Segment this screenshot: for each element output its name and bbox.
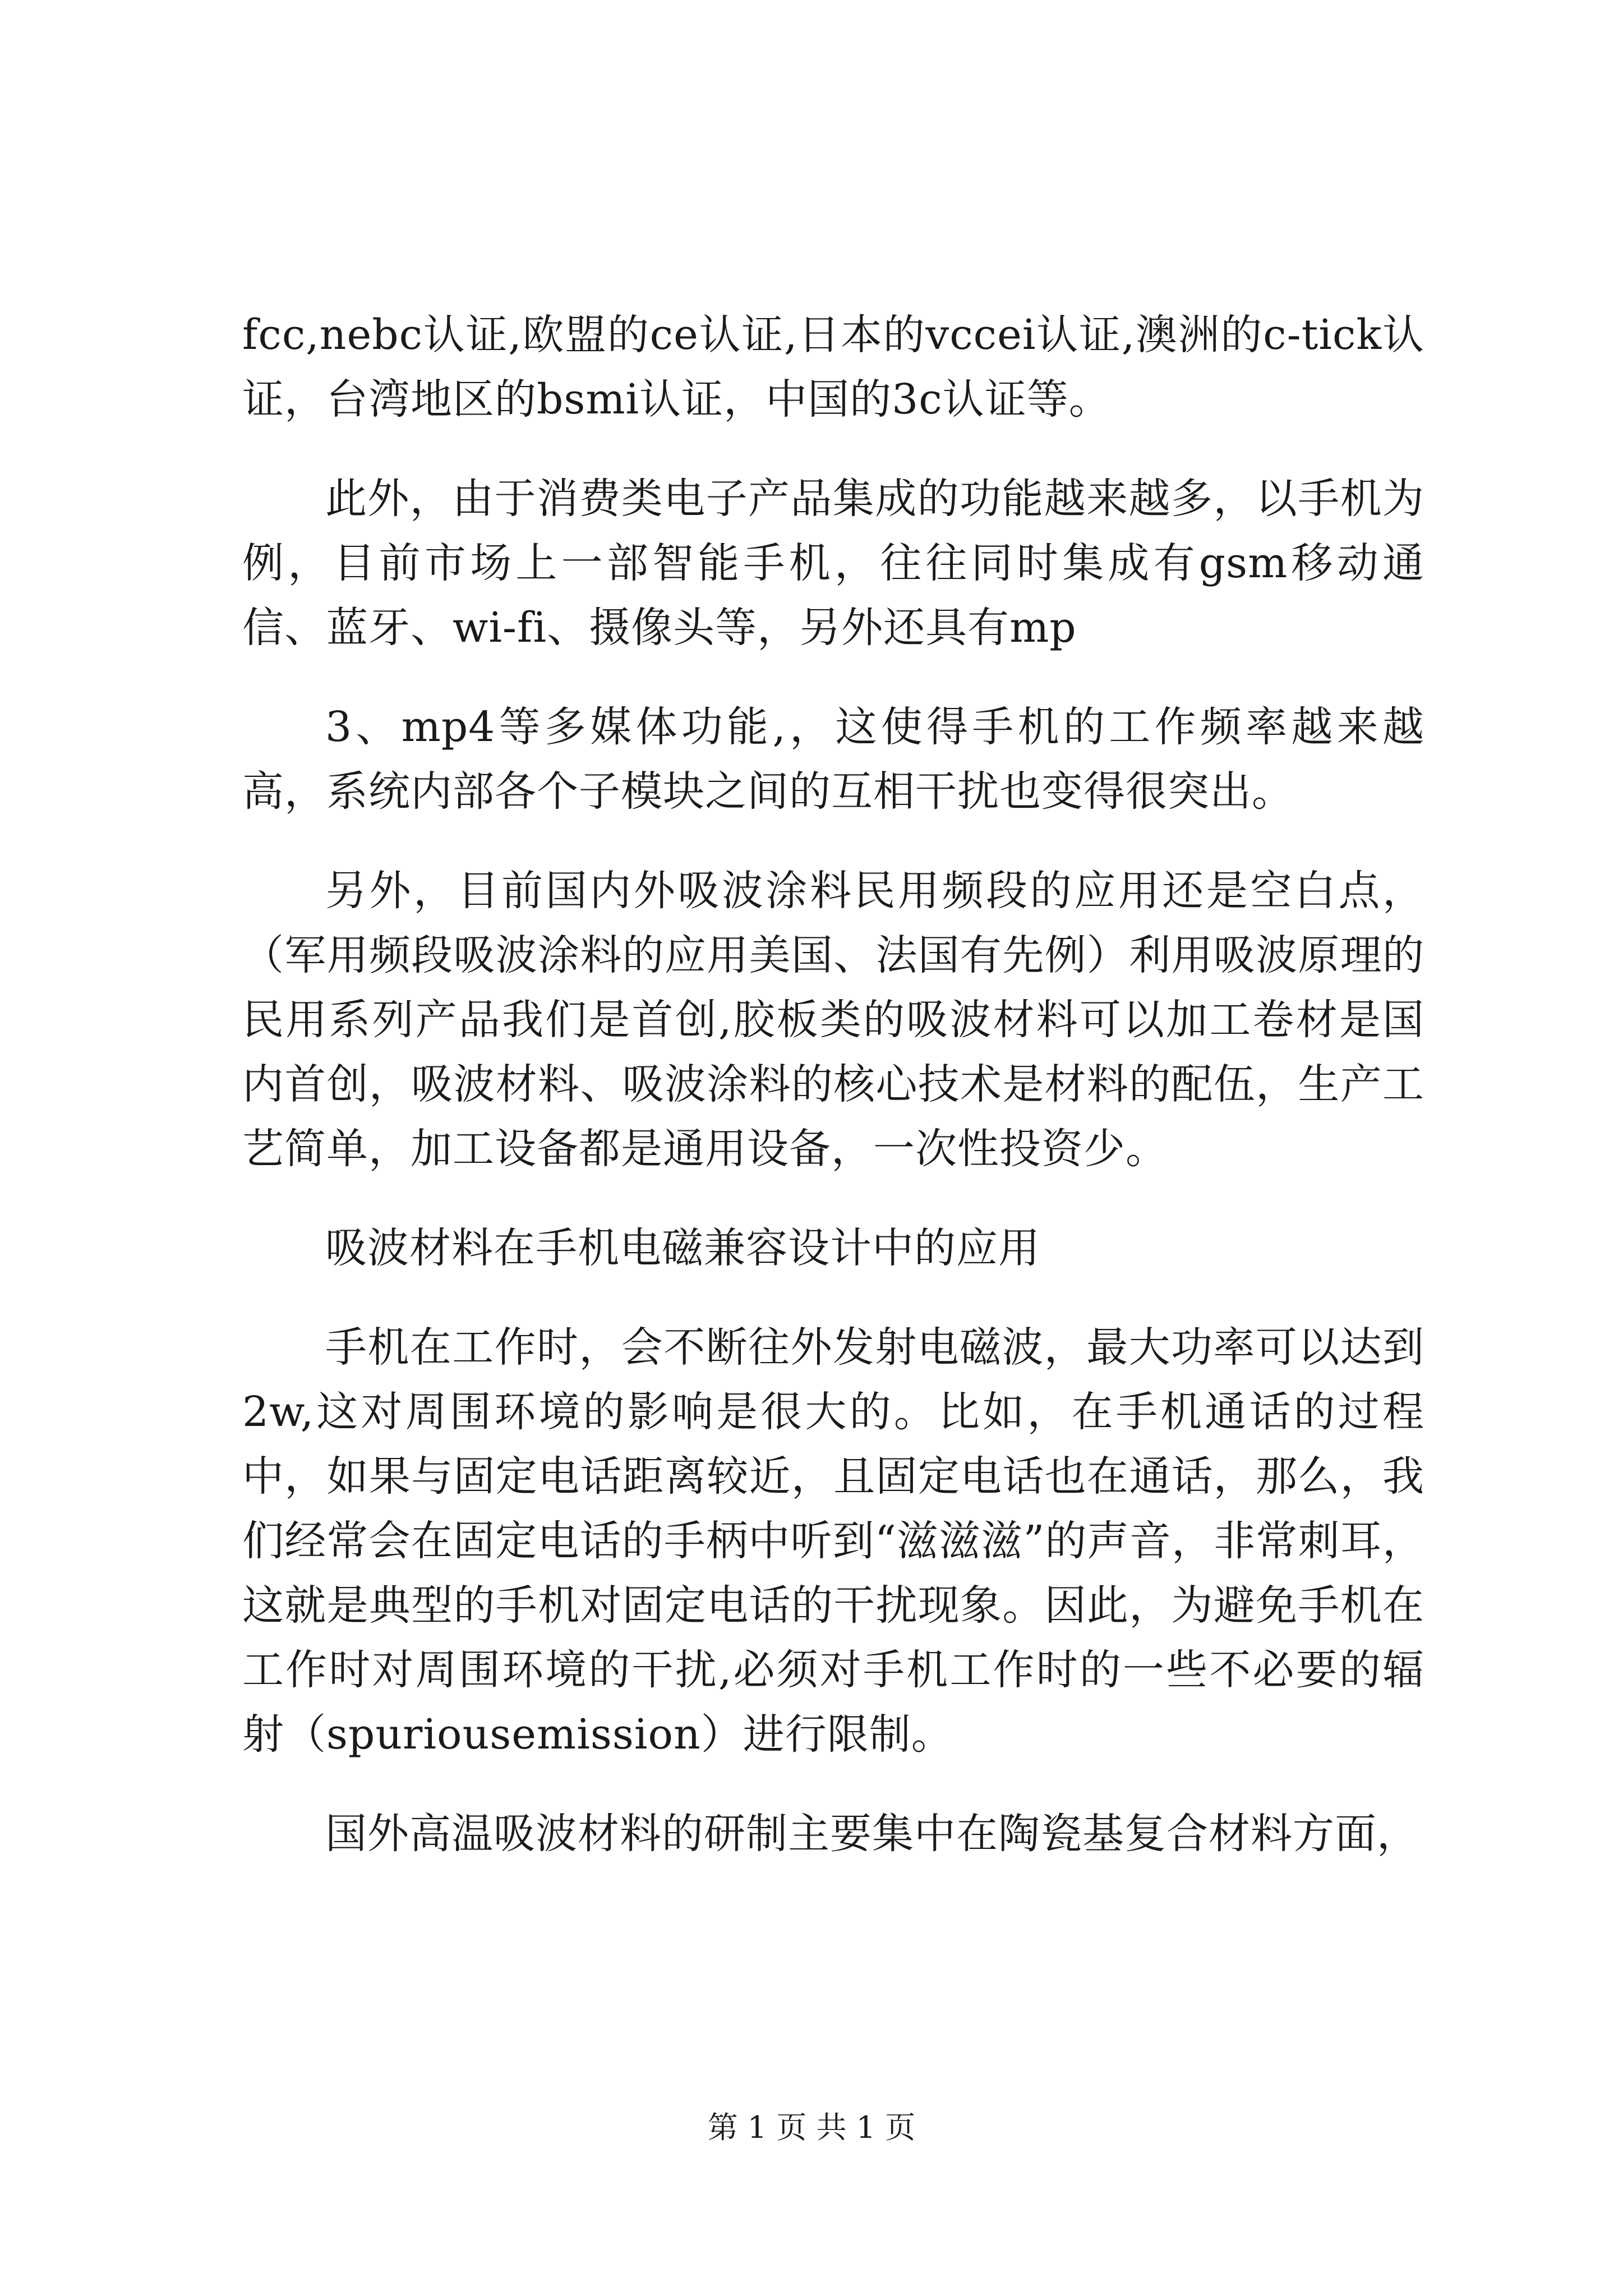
- paragraph-4: 另外，目前国内外吸波涂料民用频段的应用还是空白点，（军用频段吸波涂料的应用美国、法国有先例）利用吸波原理的民用系列产品我们是首创,胶板类的吸波材料可以加工卷材是国内首创，吸波材料、吸波涂料的核心技术是材料的配伍，生产工艺简单，加工设备都是通用设备，一次性投资少。: [242, 867, 1424, 1173]
- paragraph-7: 国外高温吸波材料的研制主要集中在陶瓷基复合材料方面，: [325, 1810, 1419, 1858]
- document-body: [242, 303, 1424, 1866]
- paragraph-1: fcc,nebc认证,欧盟的ce认证,日本的vccei认证,澳洲的c-tick认证，台湾地区的bsmi认证，中国的3c认证等。: [242, 311, 1424, 424]
- page-footer: 第 1 页 共 1 页: [707, 2110, 916, 2145]
- paragraph-3: 3、mp4等多媒体功能,，这使得手机的工作频率越来越高，系统内部各个子模块之间的互相干扰也变得很突出。: [242, 703, 1424, 816]
- section-heading: 吸波材料在手机电磁兼容设计中的应用: [325, 1224, 1040, 1272]
- paragraph-2: 此外，由于消费类电子产品集成的功能越来越多，以手机为例，目前市场上一部智能手机，往往同时集成有gsm移动通信、蓝牙、wi-fi、摄像头等，另外还具有mp: [242, 475, 1424, 652]
- paragraph-6: 手机在工作时，会不断往外发射电磁波，最大功率可以达到2w,这对周围环境的影响是很大的。比如，在手机通话的过程中，如果与固定电话距离较近，且固定电话也在通话，那么，我们经常会在固定电话的手柄中听到“滋滋滋”的声音，非常刺耳，这就是典型的手机对固定电话的干扰现象。因此，为避免手机在工作时对周围环境的干扰,必须对手机工作时的一些不必要的辐射（spuriousemission）进行限制。: [242, 1323, 1424, 1759]
